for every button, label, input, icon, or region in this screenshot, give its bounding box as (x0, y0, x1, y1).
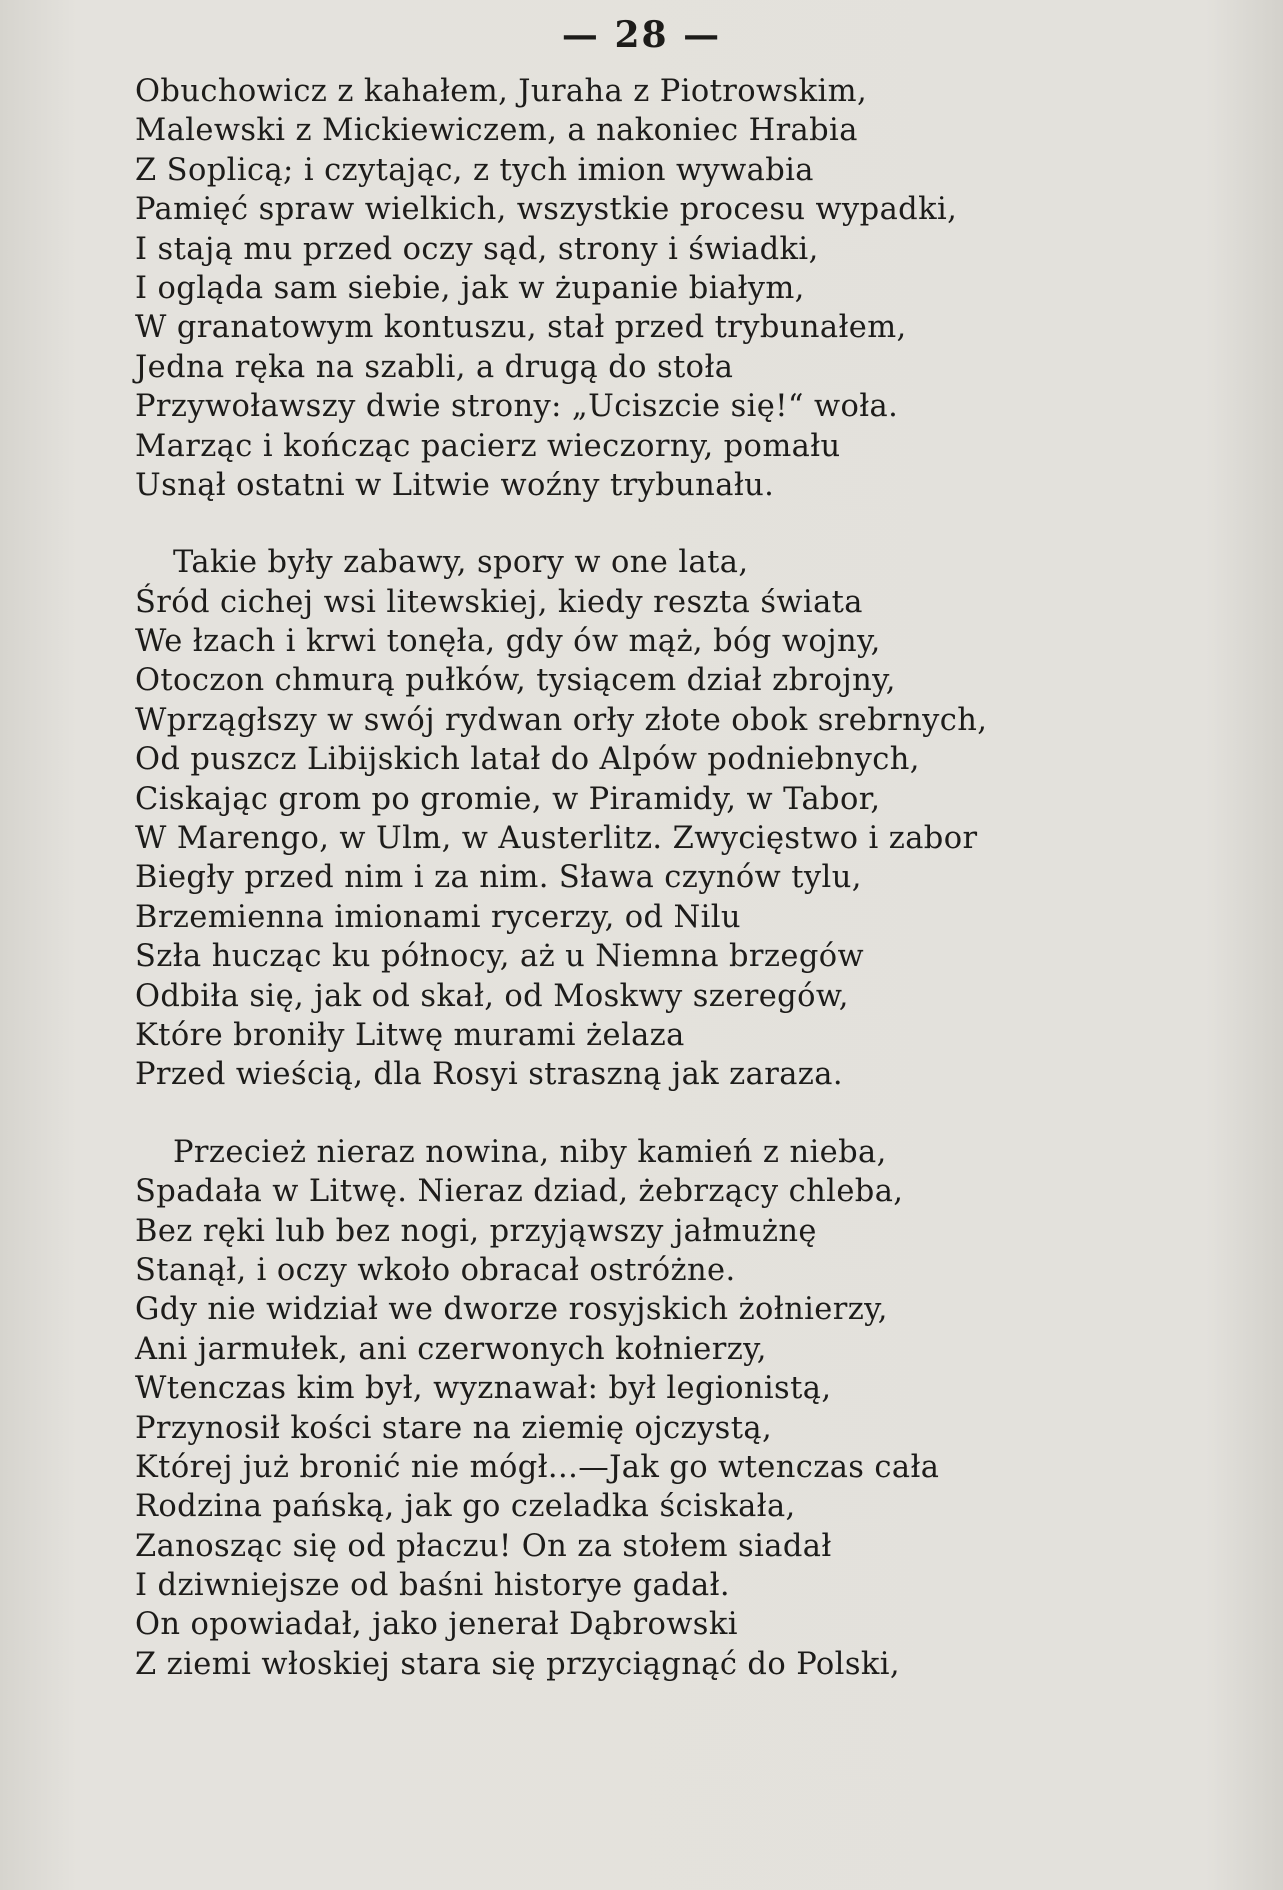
verse-line: Przed wieścią, dla Rosyi straszną jak zaraza. (135, 1057, 843, 1093)
verse-line-indented: Przecież nieraz nowina, niby kamień z nieba, (173, 1134, 887, 1170)
verse-line: I dziwniejsze od baśni historye gadał. (135, 1568, 731, 1604)
verse-line: Z ziemi włoskiej stara się przyciągnąć do Polski, (135, 1646, 901, 1682)
verse-line: Której już bronić nie mógł...—Jak go wtenczas cała (135, 1449, 940, 1485)
verse-line: Brzemienna imionami rycerzy, od Nilu (135, 899, 741, 935)
verse-line: Pamięć spraw wielkich, wszystkie procesu wypadki, (135, 192, 958, 228)
verse-line: Usnął ostatni w Litwie woźny trybunału. (135, 467, 775, 503)
verse-line: Wtenczas kim był, wyznawał: był legionistą, (135, 1371, 832, 1407)
verse-line-indented: Takie były zabawy, spory w one lata, (173, 545, 749, 581)
verse-line: Bez ręki lub bez nogi, przyjąwszy jałmużnę (135, 1213, 817, 1249)
verse-line: Otoczon chmurą pułków, tysiącem dział zbrojny, (135, 663, 896, 699)
verse-line: Rodzina pańską, jak go czeladka ściskała, (135, 1489, 796, 1525)
verse-line: Ani jarmułek, ani czerwonych kołnierzy, (135, 1331, 767, 1367)
verse-line: Biegły przed nim i za nim. Sława czynów tylu, (135, 860, 862, 896)
verse-line: W Marengo, w Ulm, w Austerlitz. Zwycięstwo i zabor (135, 821, 978, 857)
stanza-3 (135, 1133, 1245, 1684)
verse-line: Spadała w Litwę. Nieraz dziad, żebrzący chleba, (135, 1174, 904, 1210)
verse-line: Przynosił kości stare na ziemię ojczystą, (135, 1410, 773, 1446)
verse-line: Szła hucząc ku północy, aż u Niemna brzegów (135, 939, 865, 975)
verse-line: I ogląda sam siebie, jak w żupanie białym, (135, 270, 805, 306)
verse-line: Śród cichej wsi litewskiej, kiedy reszta świata (135, 584, 863, 620)
verse-line: We łzach i krwi tonęła, gdy ów mąż, bóg wojny, (135, 624, 881, 660)
stanza-2 (135, 543, 1245, 1094)
verse-line: Od puszcz Libijskich latał do Alpów podniebnych, (135, 742, 920, 778)
verse-line: Gdy nie widział we dworze rosyjskich żołnierzy, (135, 1292, 888, 1328)
poem-text (135, 72, 1245, 1684)
verse-line: W granatowym kontuszu, stał przed trybunałem, (135, 310, 907, 346)
verse-line: Marząc i kończąc pacierz wieczorny, pomału (135, 428, 841, 464)
page-number: — 28 — (561, 14, 722, 56)
verse-line: Obuchowicz z kahałem, Juraha z Piotrowskim, (135, 74, 868, 109)
verse-line: Z Soplicą; i czytając, z tych imion wywabia (135, 152, 814, 188)
verse-line: Jedna ręka na szabli, a drugą do stoła (135, 349, 734, 385)
verse-line: Ciskając grom po gromie, w Piramidy, w Tabor, (135, 781, 881, 817)
stanza-1 (135, 72, 1245, 505)
verse-line: On opowiadał, jako jenerał Dąbrowski (135, 1607, 738, 1643)
verse-line: Malewski z Mickiewiczem, a nakoniec Hrabia (135, 113, 858, 149)
verse-line: Wprzągłszy w swój rydwan orły złote obok srebrnych, (135, 702, 988, 738)
verse-line: Które broniły Litwę murami żelaza (135, 1017, 685, 1053)
verse-line: Stanął, i oczy wkoło obracał ostróżne. (135, 1252, 736, 1288)
verse-line: I stają mu przed oczy sąd, strony i świadki, (135, 231, 819, 267)
verse-line: Przywoławszy dwie strony: „Uciszcie się!“ woła. (135, 389, 899, 425)
verse-line: Odbiła się, jak od skał, od Moskwy szeregów, (135, 978, 849, 1014)
verse-line: Zanosząc się od płaczu! On za stołem siadał (135, 1528, 832, 1564)
